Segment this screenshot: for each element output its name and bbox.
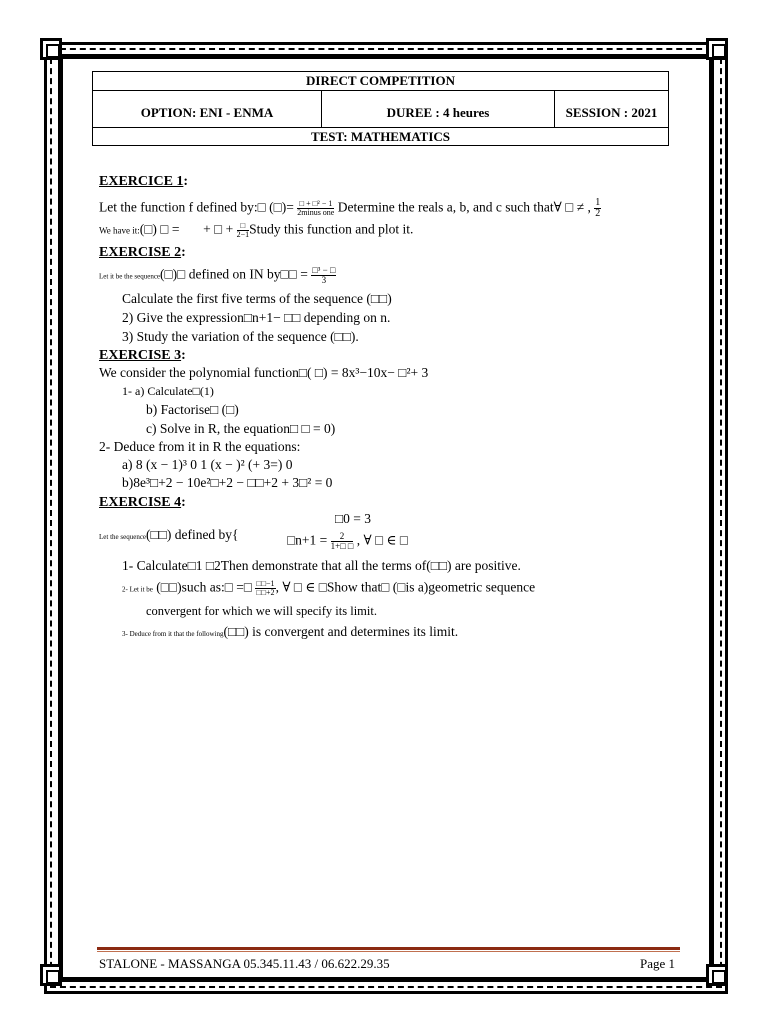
corner-ornament-top-right <box>706 38 728 60</box>
exercise-1-heading: EXERCICE 1: <box>99 174 189 189</box>
footer-rule-thin <box>97 951 680 952</box>
session-cell: SESSION : 2021 <box>565 105 658 120</box>
exercise-3-equation-a: a) 8 (x − 1)³ 0 1 (x − )² (+ 3=) 0 <box>122 457 293 472</box>
footer-author: STALONE - MASSANGA 05.345.11.43 / 06.622.29.35 <box>99 956 390 971</box>
exam-header-table <box>92 71 669 146</box>
exercise-2-intro: Let it be the sequence(□)□ defined on IN by□□ = $\frac{\text{□³ − □}}{3}$ <box>99 265 336 285</box>
duration-cell: DUREE : 4 heures <box>322 91 555 127</box>
exercise-4-intro: Let the sequence(□□) defined by{ <box>99 527 239 542</box>
exercise-1-line-1: Let the function f defined by:□ (□)= $\frac{\text{□ + □² − 1}}{\text{2minus one}}$ Determine the reals a, b, and c such that∀ □ ≠ , $\frac{1}{2}$ <box>99 197 601 219</box>
exercise-3-heading: EXERCISE 3: <box>99 348 186 363</box>
exercise-4-question-2-continued: convergent for which we will specify its limit. <box>146 604 377 618</box>
test-title: TEST: MATHEMATICS <box>310 129 451 144</box>
exercise-1-line-2: We have it:(□) □ = + □ + $\frac{□}{2-1}$ Study this function and plot it. <box>99 221 414 239</box>
page-border-inner <box>58 54 714 982</box>
exercise-4-question-1: 1- Calculate□1 □2Then demonstrate that all the terms of(□□) are positive. <box>122 558 521 573</box>
exercise-4-recurrence: □n+1 = $\frac{2}{1+□ □}$ , ∀ □ ∈ □ <box>287 531 409 551</box>
exercise-4-heading: EXERCISE 4: <box>99 495 186 510</box>
exercise-3-equation-b: b)8e³□+2 − 10e²□+2 − □□+2 + 3□² = 0 <box>122 475 333 490</box>
exercise-3-question-1c: c) Solve in R, the equation□ □ = 0) <box>146 421 336 436</box>
exercise-2-question-1: Calculate the first five terms of the sequence (□□) <box>122 291 392 306</box>
exercise-3-question-2: 2- Deduce from it in R the equations: <box>99 439 301 454</box>
header-row-competition <box>93 72 668 91</box>
footer-page-number: Page 1 <box>640 956 676 971</box>
exercise-3-question-1b: b) Factorise□ (□) <box>146 402 239 417</box>
header-row-details <box>93 91 668 128</box>
corner-ornament-bottom-left <box>40 964 62 986</box>
corner-ornament-top-left <box>40 38 62 60</box>
exercise-4-initial-term: □0 = 3 <box>335 511 372 526</box>
exercise-2-question-2: 2) Give the expression□n+1− □□ depending on n. <box>122 310 391 325</box>
header-row-test <box>93 128 668 146</box>
option-cell: OPTION: ENI - ENMA <box>93 91 322 127</box>
exercise-3-question-1a: 1- a) Calculate□(1) <box>122 384 214 398</box>
exercise-4-question-2: 2- Let it be (□□)such as:□ =□ $\frac{□□-1}{□□+2}$ , ∀ □ ∈ □Show that□ (□is a)geometric sequence <box>122 579 536 597</box>
competition-title: DIRECT COMPETITION <box>306 73 455 88</box>
footer-rule <box>97 947 680 950</box>
exercise-4-question-3: 3- Deduce from it that the following(□□) is convergent and determines its limit. <box>122 624 459 639</box>
corner-ornament-bottom-right <box>706 964 728 986</box>
exercise-2-heading: EXERCISE 2: <box>99 245 186 260</box>
exercise-2-question-3: 3) Study the variation of the sequence (□□). <box>122 329 359 344</box>
exercise-3-intro: We consider the polynomial function□( □) = 8x³−10x− □²+ 3 <box>99 365 429 380</box>
